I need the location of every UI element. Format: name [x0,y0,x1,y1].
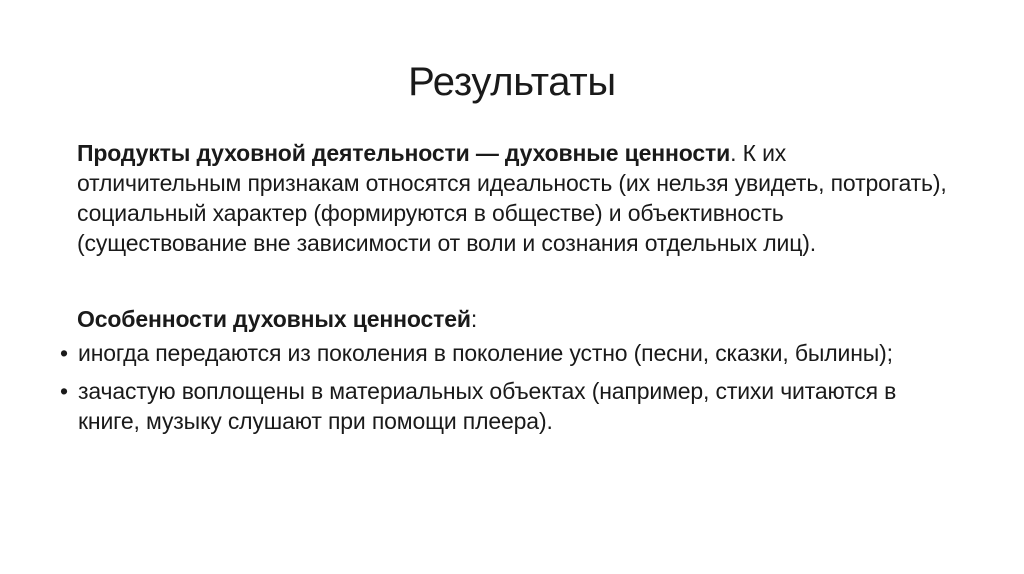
paragraph-features-colon: : [470,306,478,332]
paragraph-products-text: . К их отличительным признакам относятся идеальность (их нельзя увидеть, потрогать), социальный характер (формируются в обществе) и объективность (существование вне зависимости от воли и сознания отдельных лиц). [77,140,947,256]
paragraph-features-heading [77,304,947,334]
bullet-marker: • [60,340,68,366]
bullet-marker: • [60,378,68,404]
paragraph-products [77,138,947,258]
paragraph-products-bold: Продукты духовной деятельности — духовные ценности [77,140,731,166]
features-list [60,338,947,436]
list-item [60,376,947,436]
paragraph-features-bold: Особенности духовных ценностей [77,306,471,332]
slide-body [60,138,947,436]
list-item-text: зачастую воплощены в материальных объектах (например, стихи читаются в книге, музыку слушают при помощи плеера). [78,378,897,434]
slide-title: Результаты [408,60,616,104]
list-item [60,338,947,368]
list-item-text: иногда передаются из поколения в поколение устно (песни, сказки, былины); [78,340,893,366]
